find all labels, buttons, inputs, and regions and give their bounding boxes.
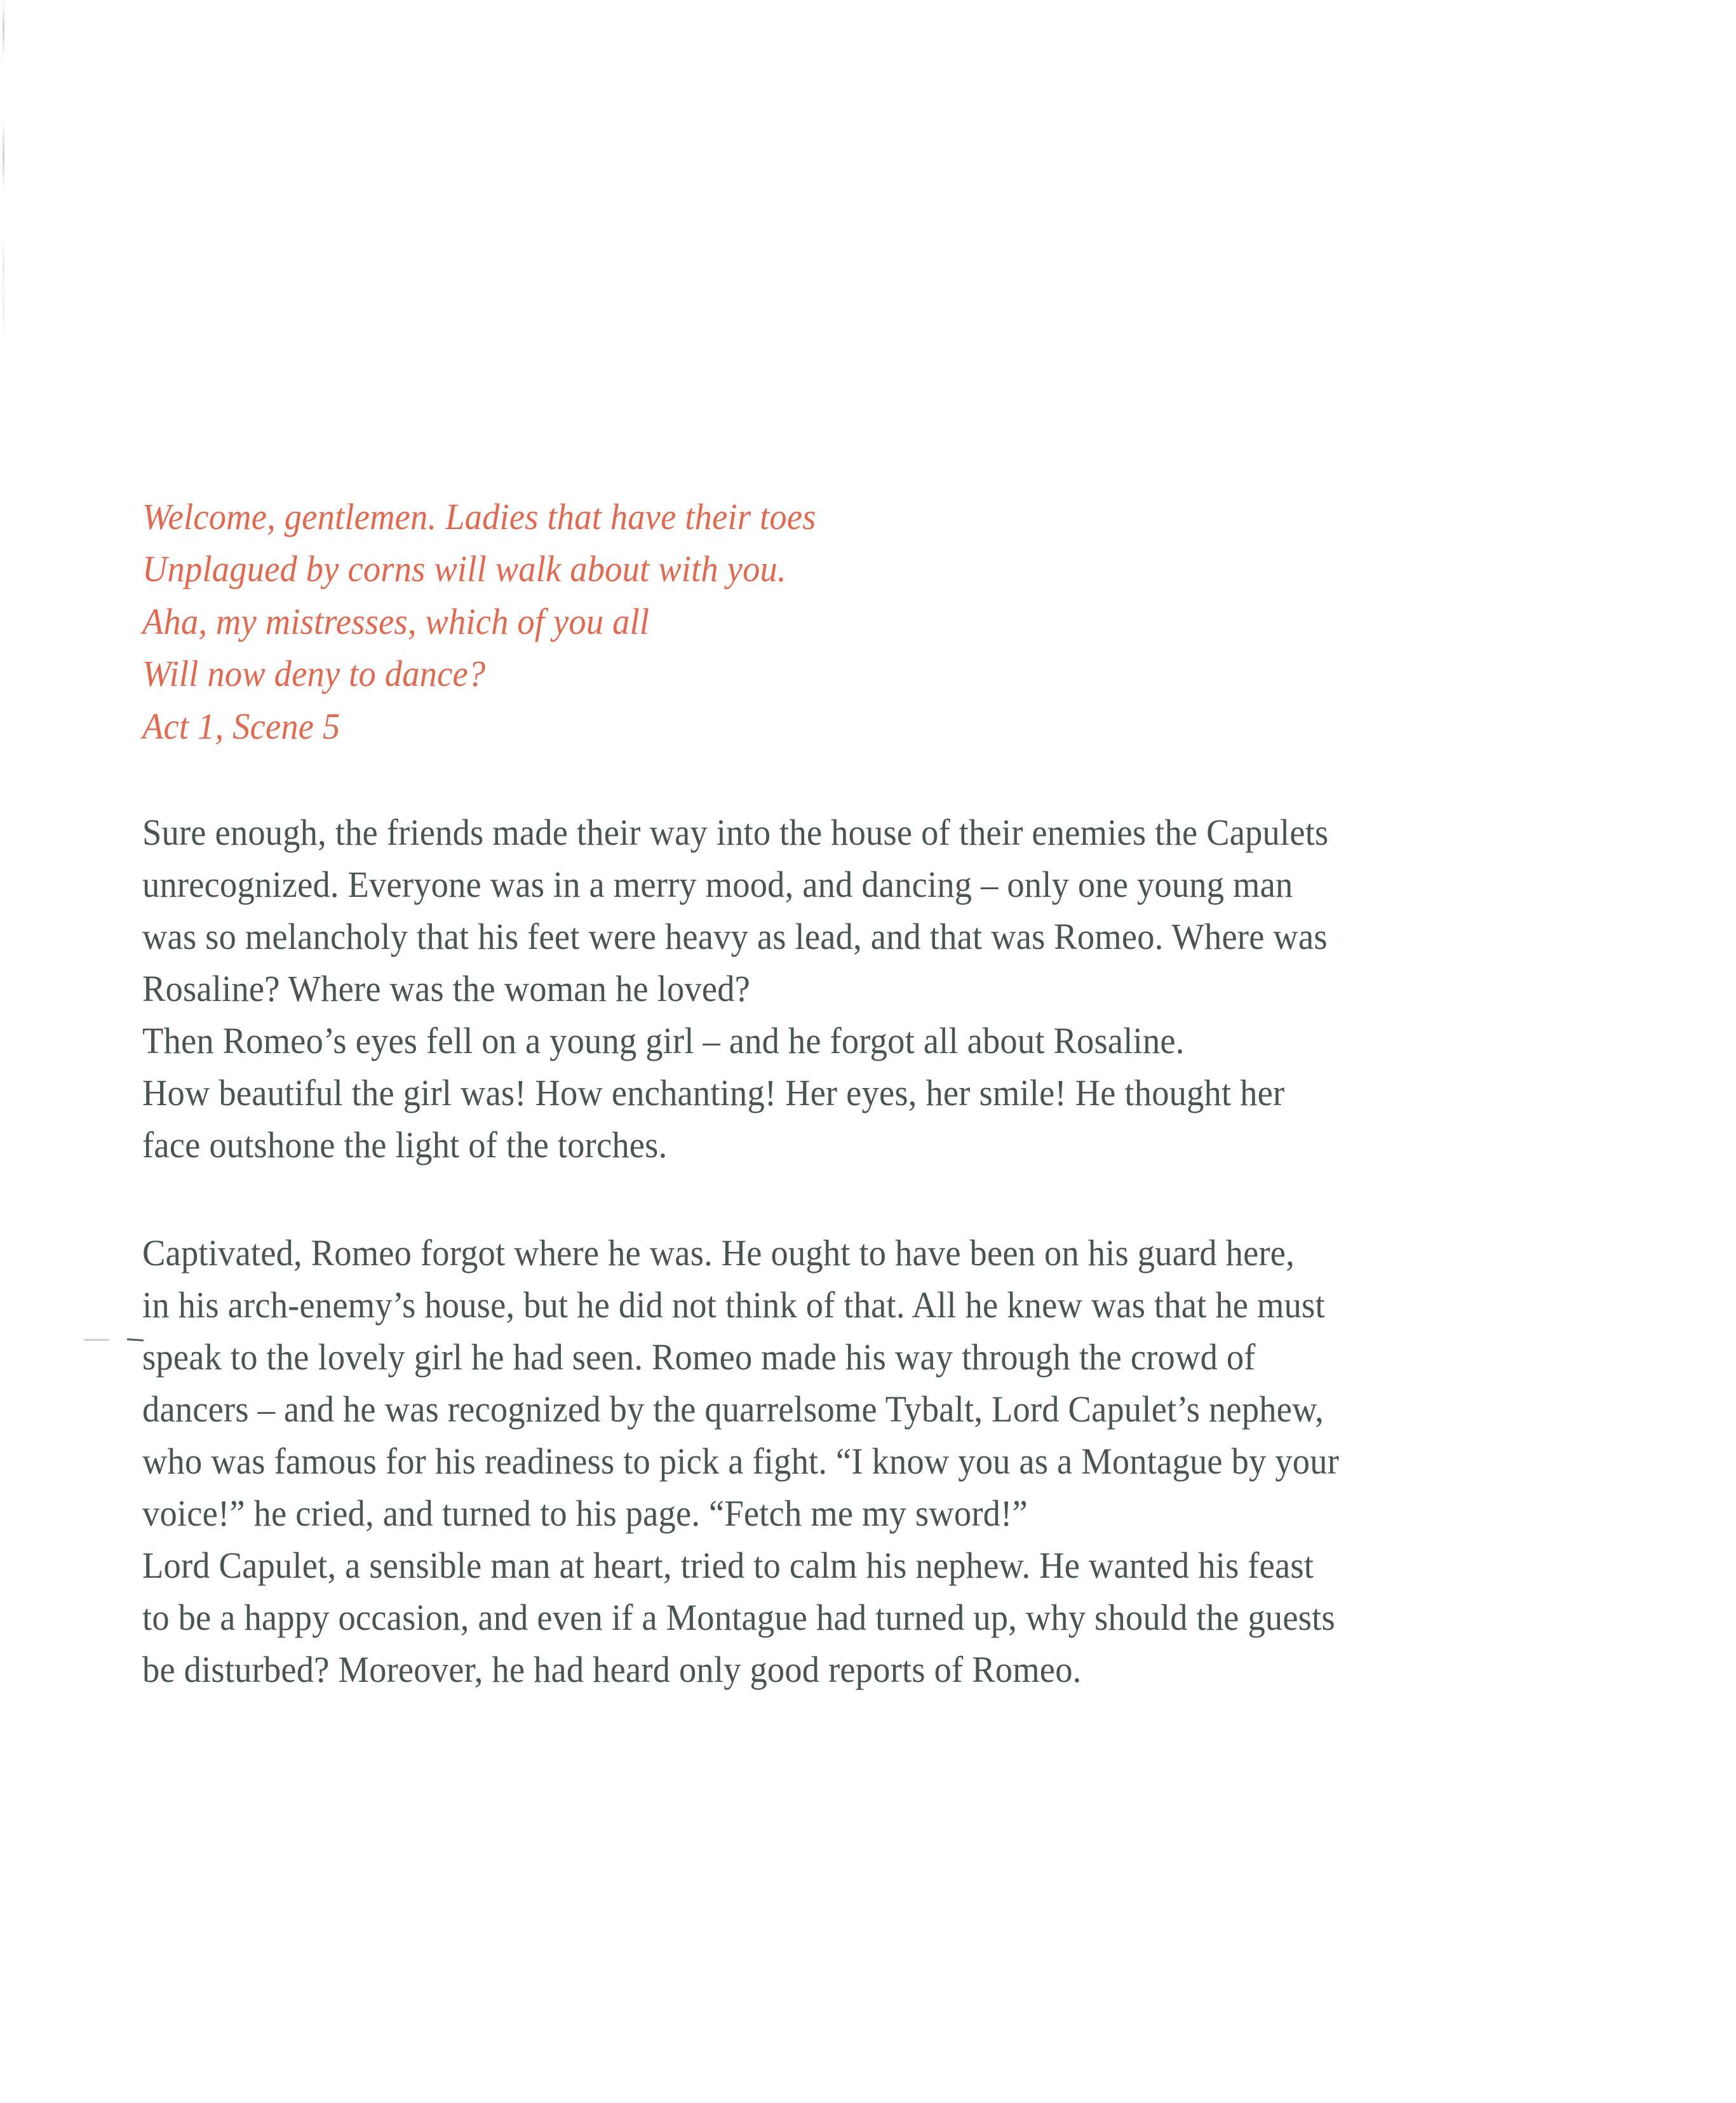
paragraph-line: speak to the lovely girl he had seen. Romeo made his way through the crowd of [142,1336,1256,1378]
paragraph-line: Captivated, Romeo forgot where he was. He ought to have been on his guard here, [142,1232,1295,1273]
paragraph-line: was so melancholy that his feet were heavy as lead, and that was Romeo. Where was [142,916,1328,957]
paragraph-line: in his arch-enemy’s house, but he did not think of that. All he knew was that he must [142,1284,1325,1326]
paragraph-line: How beautiful the girl was! How enchanting! Her eyes, her smile! He thought her [142,1072,1285,1113]
paragraph-line: who was famous for his readiness to pick a fight. “I know you as a Montague by your [142,1441,1340,1482]
scan-edge-artifact [3,121,4,191]
paragraph-line: Lord Capulet, a sensible man at heart, tried to calm his nephew. He wanted his feast [142,1545,1314,1586]
paragraph-line: voice!” he cried, and turned to his page. “Fetch me my sword!” [142,1493,1028,1534]
paragraph-line: to be a happy occasion, and even if a Montague had turned up, why should the guests [142,1597,1335,1638]
scan-edge-artifact [3,279,4,337]
paragraph-line: be disturbed? Moreover, he had heard only good reports of Romeo. [142,1649,1082,1690]
paragraph-line: Then Romeo’s eyes fell on a young girl – and he forgot all about Rosaline. [142,1020,1185,1061]
paragraph-line: Sure enough, the friends made their way into the house of their enemies the Capulets [142,812,1329,853]
scan-smudge [84,1339,109,1341]
paragraph-line: face outshone the light of the torches. [142,1124,668,1166]
stray-dash-mark [127,1338,144,1341]
quote-line: Unplagued by corns will walk about with you. [142,548,786,589]
paragraph-line: dancers – and he was recognized by the quarrelsome Tybalt, Lord Capulet’s nephew, [142,1388,1324,1430]
paragraph-line: Rosaline? Where was the woman he loved? [142,968,751,1009]
quote-citation: Act 1, Scene 5 [142,706,340,747]
quote-line: Aha, my mistresses, which of you all [142,601,650,642]
scan-edge-artifact [3,0,4,57]
quote-line: Welcome, gentlemen. Ladies that have their toes [142,496,816,537]
paragraph-line: unrecognized. Everyone was in a merry mood, and dancing – only one young man [142,864,1293,905]
quote-line: Will now deny to dance? [142,653,486,694]
